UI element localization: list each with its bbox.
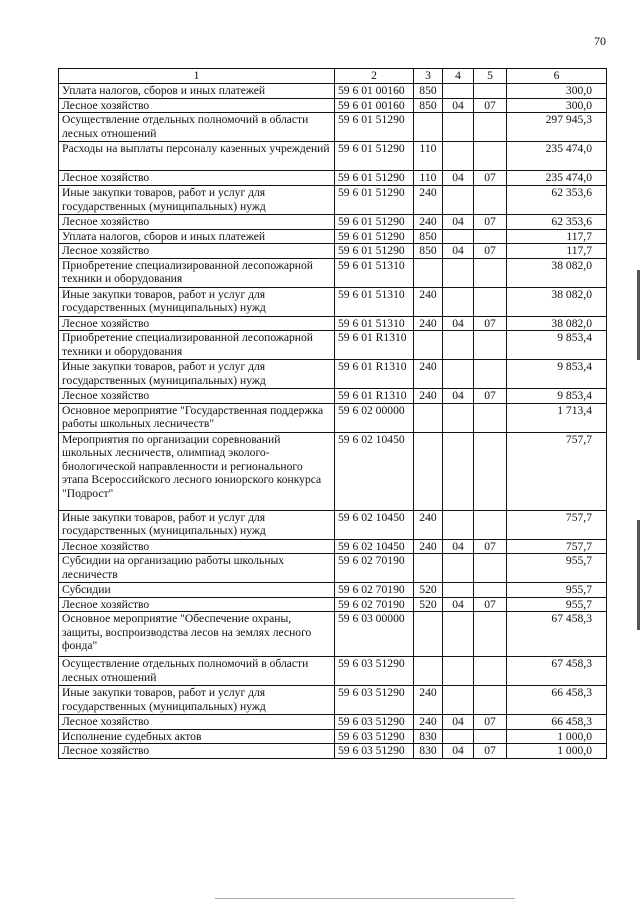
cell-rz <box>443 258 474 287</box>
cell-name: Исполнение судебных актов <box>59 729 335 744</box>
cell-rz <box>443 432 474 510</box>
cell-rz <box>443 287 474 316</box>
budget-table <box>58 68 607 759</box>
cell-vr: 830 <box>414 729 443 744</box>
cell-code: 59 6 01 51290 <box>335 229 414 244</box>
table-row <box>59 98 607 113</box>
cell-vr: 110 <box>414 142 443 171</box>
cell-sum: 1 000,0 <box>507 744 607 759</box>
cell-vr: 240 <box>414 389 443 404</box>
cell-name: Лесное хозяйство <box>59 597 335 612</box>
cell-pr: 07 <box>474 744 507 759</box>
cell-sum: 297 945,3 <box>507 113 607 142</box>
cell-vr <box>414 258 443 287</box>
cell-pr <box>474 657 507 686</box>
cell-name: Лесное хозяйство <box>59 98 335 113</box>
cell-sum: 955,7 <box>507 554 607 583</box>
column-header: 1 <box>59 69 335 84</box>
cell-sum: 235 474,0 <box>507 142 607 171</box>
cell-name: Иные закупки товаров, работ и услуг для государственных (муниципальных) нужд <box>59 186 335 215</box>
cell-name: Иные закупки товаров, работ и услуг для государственных (муниципальных) нужд <box>59 686 335 715</box>
cell-pr <box>474 583 507 598</box>
cell-pr <box>474 142 507 171</box>
cell-vr: 240 <box>414 186 443 215</box>
cell-pr <box>474 403 507 432</box>
cell-name: Субсидии на организацию работы школьных лесничеств <box>59 554 335 583</box>
cell-pr: 07 <box>474 539 507 554</box>
cell-rz: 04 <box>443 215 474 230</box>
cell-pr <box>474 686 507 715</box>
cell-vr: 240 <box>414 715 443 730</box>
cell-code: 59 6 01 R1310 <box>335 389 414 404</box>
budget-table-wrapper <box>58 68 607 759</box>
cell-code: 59 6 02 10450 <box>335 432 414 510</box>
page-number: 70 <box>594 34 606 48</box>
cell-vr: 240 <box>414 510 443 539</box>
cell-sum: 9 853,4 <box>507 389 607 404</box>
cell-name: Основное мероприятие "Государственная поддержка работы школьных лесничеств" <box>59 403 335 432</box>
cell-name: Иные закупки товаров, работ и услуг для государственных (муниципальных) нужд <box>59 360 335 389</box>
cell-vr: 240 <box>414 215 443 230</box>
cell-rz <box>443 186 474 215</box>
cell-code: 59 6 03 51290 <box>335 686 414 715</box>
table-row <box>59 331 607 360</box>
table-body <box>59 84 607 759</box>
cell-vr <box>414 331 443 360</box>
cell-code: 59 6 02 10450 <box>335 539 414 554</box>
cell-code: 59 6 02 10450 <box>335 510 414 539</box>
cell-rz: 04 <box>443 244 474 259</box>
cell-sum: 67 458,3 <box>507 657 607 686</box>
cell-vr: 240 <box>414 360 443 389</box>
cell-pr: 07 <box>474 98 507 113</box>
cell-pr <box>474 113 507 142</box>
cell-rz: 04 <box>443 389 474 404</box>
cell-vr <box>414 432 443 510</box>
cell-rz <box>443 583 474 598</box>
column-header: 3 <box>414 69 443 84</box>
table-row <box>59 171 607 186</box>
cell-vr: 240 <box>414 686 443 715</box>
cell-rz: 04 <box>443 316 474 331</box>
cell-pr: 07 <box>474 171 507 186</box>
cell-code: 59 6 01 51290 <box>335 142 414 171</box>
scan-artifact-line <box>215 898 515 899</box>
cell-code: 59 6 03 51290 <box>335 715 414 730</box>
cell-name: Мероприятия по организации соревнований школьных лесничеств, олимпиад эколого-биологической направленности и регионального этапа Всероссийского лесного юниорского конкурса "Подрост" <box>59 432 335 510</box>
table-row <box>59 432 607 510</box>
cell-name: Лесное хозяйство <box>59 715 335 730</box>
cell-name: Лесное хозяйство <box>59 744 335 759</box>
cell-sum: 757,7 <box>507 510 607 539</box>
cell-name: Уплата налогов, сборов и иных платежей <box>59 84 335 99</box>
table-row <box>59 403 607 432</box>
cell-code: 59 6 03 51290 <box>335 729 414 744</box>
cell-pr <box>474 186 507 215</box>
cell-sum: 62 353,6 <box>507 186 607 215</box>
cell-rz: 04 <box>443 744 474 759</box>
cell-vr <box>414 403 443 432</box>
table-row <box>59 244 607 259</box>
cell-name: Основное мероприятие "Обеспечение охраны, защиты, воспроизводства лесов на землях лесного фонда" <box>59 612 335 657</box>
table-row <box>59 715 607 730</box>
cell-rz <box>443 113 474 142</box>
cell-sum: 9 853,4 <box>507 360 607 389</box>
cell-sum: 235 474,0 <box>507 171 607 186</box>
cell-vr <box>414 113 443 142</box>
cell-vr: 520 <box>414 583 443 598</box>
table-row <box>59 287 607 316</box>
cell-vr: 240 <box>414 539 443 554</box>
cell-rz: 04 <box>443 597 474 612</box>
cell-name: Субсидии <box>59 583 335 598</box>
cell-rz <box>443 686 474 715</box>
table-row <box>59 186 607 215</box>
cell-sum: 757,7 <box>507 539 607 554</box>
cell-name: Лесное хозяйство <box>59 244 335 259</box>
cell-pr <box>474 554 507 583</box>
cell-pr <box>474 258 507 287</box>
cell-code: 59 6 03 51290 <box>335 657 414 686</box>
cell-sum: 38 082,0 <box>507 316 607 331</box>
cell-name: Иные закупки товаров, работ и услуг для государственных (муниципальных) нужд <box>59 287 335 316</box>
cell-code: 59 6 01 R1310 <box>335 360 414 389</box>
cell-name: Лесное хозяйство <box>59 389 335 404</box>
cell-vr: 850 <box>414 244 443 259</box>
table-row <box>59 316 607 331</box>
table-row <box>59 215 607 230</box>
cell-pr <box>474 729 507 744</box>
cell-rz <box>443 403 474 432</box>
cell-code: 59 6 01 51290 <box>335 113 414 142</box>
cell-rz <box>443 331 474 360</box>
cell-sum: 67 458,3 <box>507 612 607 657</box>
cell-code: 59 6 01 51290 <box>335 186 414 215</box>
cell-code: 59 6 01 51310 <box>335 258 414 287</box>
cell-vr: 110 <box>414 171 443 186</box>
cell-code: 59 6 01 51310 <box>335 316 414 331</box>
cell-pr <box>474 331 507 360</box>
cell-name: Расходы на выплаты персоналу казенных учреждений <box>59 142 335 171</box>
table-row <box>59 142 607 171</box>
cell-pr: 07 <box>474 244 507 259</box>
cell-rz <box>443 360 474 389</box>
table-row <box>59 657 607 686</box>
cell-code: 59 6 03 00000 <box>335 612 414 657</box>
cell-sum: 66 458,3 <box>507 686 607 715</box>
table-row <box>59 84 607 99</box>
cell-pr: 07 <box>474 316 507 331</box>
cell-rz <box>443 612 474 657</box>
cell-name: Лесное хозяйство <box>59 316 335 331</box>
cell-pr <box>474 287 507 316</box>
cell-sum: 38 082,0 <box>507 287 607 316</box>
cell-sum: 955,7 <box>507 583 607 598</box>
cell-rz <box>443 510 474 539</box>
cell-sum: 300,0 <box>507 84 607 99</box>
cell-pr <box>474 510 507 539</box>
cell-code: 59 6 01 00160 <box>335 84 414 99</box>
cell-rz: 04 <box>443 98 474 113</box>
cell-code: 59 6 03 51290 <box>335 744 414 759</box>
cell-vr: 850 <box>414 98 443 113</box>
table-row <box>59 612 607 657</box>
cell-pr: 07 <box>474 215 507 230</box>
table-header-row <box>59 69 607 84</box>
cell-sum: 1 713,4 <box>507 403 607 432</box>
cell-sum: 117,7 <box>507 244 607 259</box>
table-row <box>59 729 607 744</box>
cell-pr <box>474 229 507 244</box>
table-row <box>59 229 607 244</box>
cell-sum: 117,7 <box>507 229 607 244</box>
cell-name: Уплата налогов, сборов и иных платежей <box>59 229 335 244</box>
table-row <box>59 686 607 715</box>
cell-rz <box>443 554 474 583</box>
column-header: 2 <box>335 69 414 84</box>
cell-rz <box>443 657 474 686</box>
table-row <box>59 583 607 598</box>
cell-name: Лесное хозяйство <box>59 215 335 230</box>
cell-code: 59 6 01 R1310 <box>335 331 414 360</box>
table-row <box>59 113 607 142</box>
cell-vr: 850 <box>414 84 443 99</box>
table-row <box>59 510 607 539</box>
cell-code: 59 6 02 00000 <box>335 403 414 432</box>
cell-rz <box>443 84 474 99</box>
cell-sum: 9 853,4 <box>507 331 607 360</box>
cell-sum: 66 458,3 <box>507 715 607 730</box>
cell-rz: 04 <box>443 171 474 186</box>
cell-rz <box>443 142 474 171</box>
column-header: 5 <box>474 69 507 84</box>
column-header: 4 <box>443 69 474 84</box>
cell-vr <box>414 554 443 583</box>
cell-code: 59 6 01 51310 <box>335 287 414 316</box>
cell-vr <box>414 612 443 657</box>
cell-code: 59 6 02 70190 <box>335 597 414 612</box>
cell-vr: 240 <box>414 316 443 331</box>
cell-code: 59 6 02 70190 <box>335 554 414 583</box>
cell-name: Осуществление отдельных полномочий в области лесных отношений <box>59 657 335 686</box>
cell-pr <box>474 612 507 657</box>
cell-name: Лесное хозяйство <box>59 539 335 554</box>
cell-rz: 04 <box>443 715 474 730</box>
cell-name: Осуществление отдельных полномочий в области лесных отношений <box>59 113 335 142</box>
cell-pr <box>474 360 507 389</box>
cell-vr: 850 <box>414 229 443 244</box>
cell-sum: 1 000,0 <box>507 729 607 744</box>
cell-name: Иные закупки товаров, работ и услуг для государственных (муниципальных) нужд <box>59 510 335 539</box>
cell-vr: 830 <box>414 744 443 759</box>
table-row <box>59 554 607 583</box>
cell-sum: 38 082,0 <box>507 258 607 287</box>
cell-pr <box>474 84 507 99</box>
cell-code: 59 6 01 51290 <box>335 171 414 186</box>
cell-sum: 955,7 <box>507 597 607 612</box>
table-row <box>59 258 607 287</box>
cell-pr: 07 <box>474 715 507 730</box>
cell-rz: 04 <box>443 539 474 554</box>
cell-sum: 300,0 <box>507 98 607 113</box>
table-row <box>59 539 607 554</box>
column-header: 6 <box>507 69 607 84</box>
cell-name: Приобретение специализированной лесопожарной техники и оборудования <box>59 331 335 360</box>
cell-pr <box>474 432 507 510</box>
table-row <box>59 744 607 759</box>
cell-pr: 07 <box>474 389 507 404</box>
cell-rz <box>443 229 474 244</box>
cell-sum: 62 353,6 <box>507 215 607 230</box>
cell-code: 59 6 01 00160 <box>335 98 414 113</box>
cell-name: Приобретение специализированной лесопожарной техники и оборудования <box>59 258 335 287</box>
cell-code: 59 6 01 51290 <box>335 244 414 259</box>
cell-vr <box>414 657 443 686</box>
table-row <box>59 360 607 389</box>
cell-sum: 757,7 <box>507 432 607 510</box>
cell-vr: 240 <box>414 287 443 316</box>
cell-code: 59 6 01 51290 <box>335 215 414 230</box>
cell-pr: 07 <box>474 597 507 612</box>
cell-vr: 520 <box>414 597 443 612</box>
table-row <box>59 389 607 404</box>
cell-code: 59 6 02 70190 <box>335 583 414 598</box>
cell-rz <box>443 729 474 744</box>
cell-name: Лесное хозяйство <box>59 171 335 186</box>
table-row <box>59 597 607 612</box>
